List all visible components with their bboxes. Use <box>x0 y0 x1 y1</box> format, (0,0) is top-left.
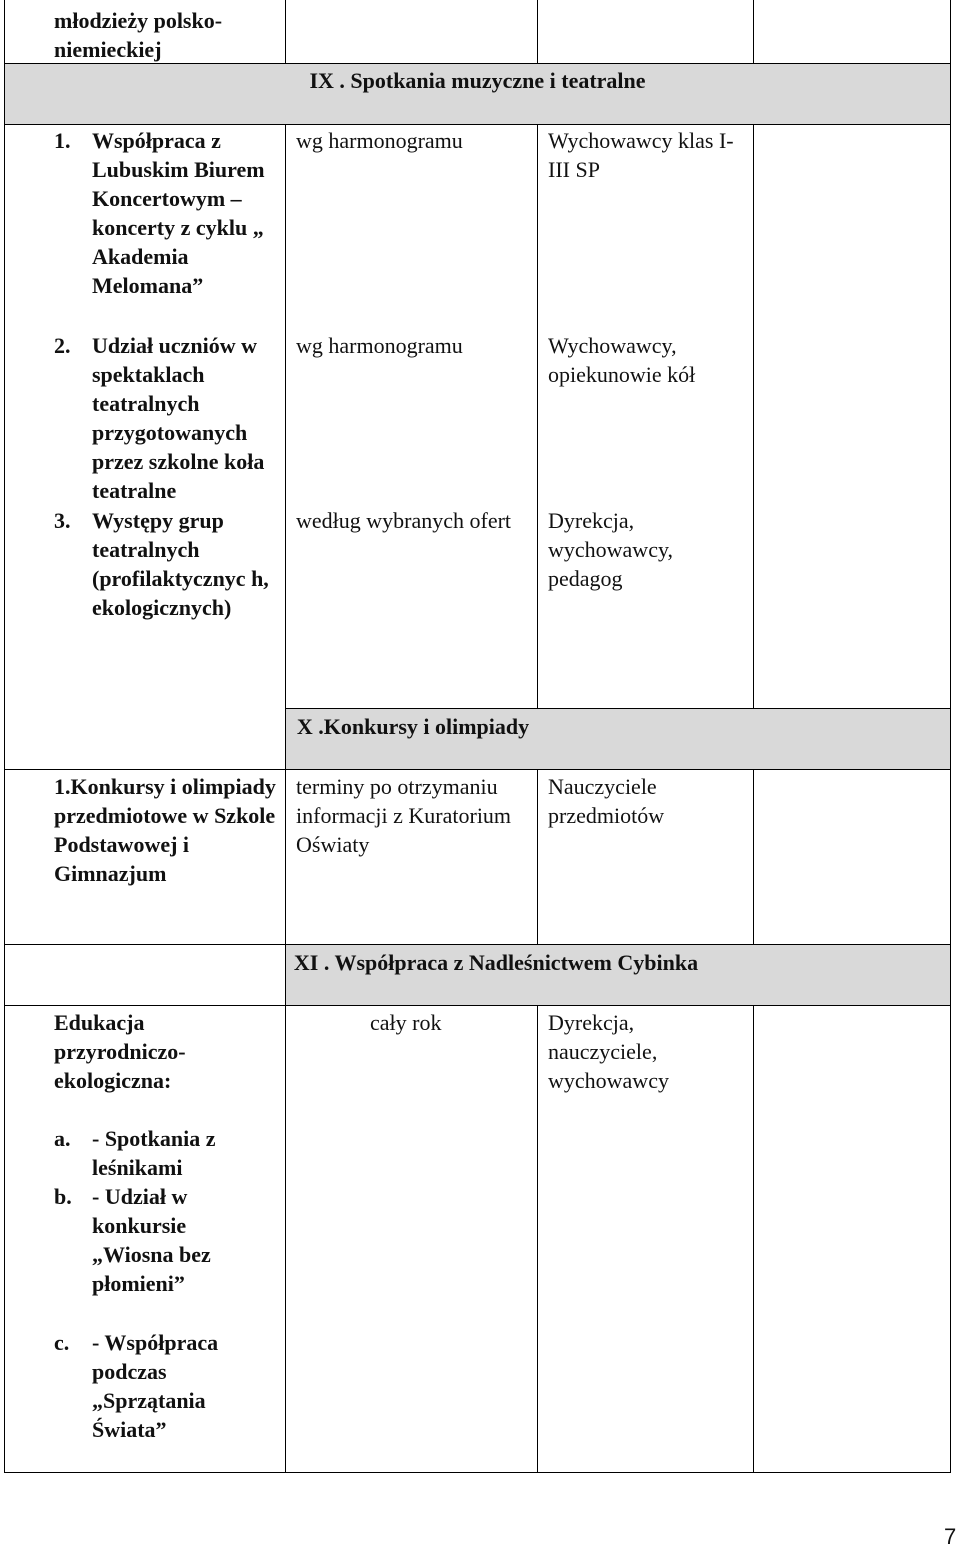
top-row-activity: młodzieży polsko-niemieckiej <box>54 8 223 62</box>
item-term: wg harmonogramu <box>296 333 463 358</box>
education-intro: Edukacja przyrodniczo-ekologiczna: <box>54 1010 186 1093</box>
sub-item-letter: a. <box>54 1126 71 1151</box>
sub-item-letter: c. <box>54 1330 70 1355</box>
forestry-responsible: Dyrekcja, nauczyciele, wychowawcy <box>548 1010 669 1093</box>
contest-responsible: Nauczyciele przedmiotów <box>548 774 665 828</box>
item-responsible: Wychowawcy klas I-III SP <box>548 128 734 182</box>
contest-term: terminy po otrzymaniu informacji z Kuratorium Oświaty <box>296 774 512 857</box>
section-x-heading: X .Konkursy i olimpiady <box>296 714 530 739</box>
contest-activity: 1.Konkursy i olimpiady przedmiotowe w Szkole Podstawowej i Gimnazjum <box>54 774 276 886</box>
item-term: według wybranych ofert <box>296 508 512 533</box>
page-number: 7 <box>944 1524 957 1549</box>
forestry-term: cały rok <box>370 1010 442 1035</box>
item-number: 2. <box>54 333 71 358</box>
sub-item-letter: b. <box>54 1184 72 1209</box>
section-ix-heading: IX . Spotkania muzyczne i teatralne <box>309 68 646 93</box>
sub-item-text: - Spotkania z leśnikami <box>92 1126 216 1180</box>
item-number: 3. <box>54 508 71 533</box>
item-responsible: Dyrekcja, wychowawcy, pedagog <box>548 508 674 591</box>
sub-item-text: - Współpraca podczas „Sprzątania Świata” <box>92 1330 219 1442</box>
item-responsible: Wychowawcy, opiekunowie kół <box>548 333 696 387</box>
sub-item-text: - Udział w konkursie „Wiosna bez płomieni” <box>92 1184 211 1296</box>
item-term: wg harmonogramu <box>296 128 463 153</box>
section-xi-heading: XI . Współpraca z Nadleśnictwem Cybinka <box>293 950 699 975</box>
item-activity: Występy grup teatralnych (profilaktycznyc h, ekologicznych) <box>92 508 269 620</box>
item-activity: Współpraca z Lubuskim Biurem Koncertowym – koncerty z cyklu „ Akademia Melomana” <box>92 128 265 298</box>
item-number: 1. <box>54 128 71 153</box>
item-activity: Udział uczniów w spektaklach teatralnych przygotowanych przez szkolne koła teatralne <box>92 333 265 503</box>
